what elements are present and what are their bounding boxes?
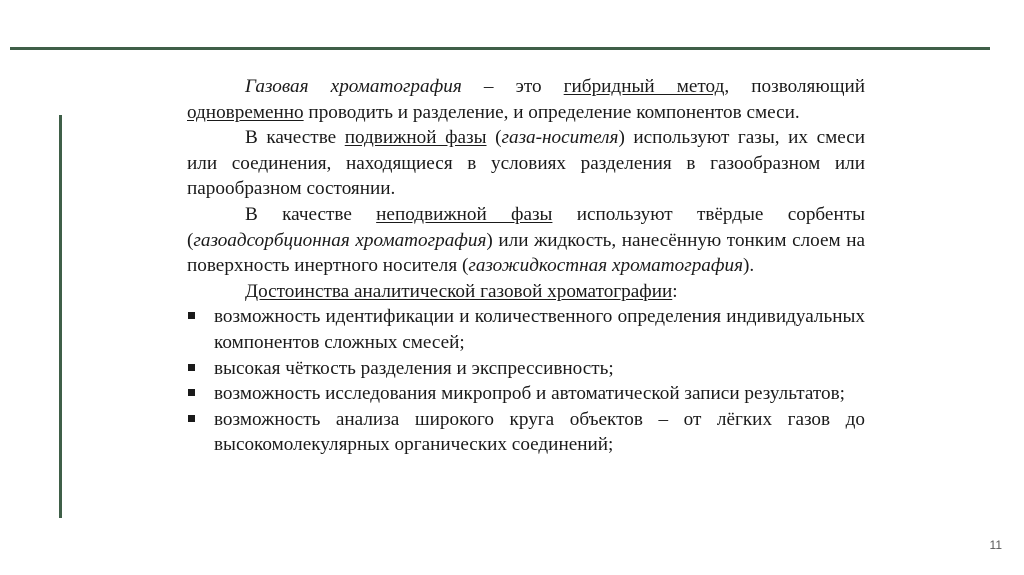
underlined-stationary-phase: неподвижной фазы — [376, 203, 553, 225]
top-divider — [10, 47, 990, 50]
slide-text — [187, 74, 865, 458]
square-bullet-icon — [188, 415, 195, 422]
list-item: возможность идентификации и количественного определения индивидуальных компонентов сложных смесей; — [187, 304, 865, 355]
square-bullet-icon — [188, 364, 195, 371]
advantages-list — [187, 304, 865, 458]
italic-gas-adsorption: газоадсорбционная хроматография — [193, 229, 487, 251]
paragraph-definition: Газовая хроматография – это гибридный метод, позволяющий одновременно проводить и разделение, и определение компонентов смеси. — [187, 76, 866, 123]
left-accent-bar — [59, 115, 62, 518]
italic-carrier-gas: газа-носителя — [501, 127, 619, 149]
underlined-mobile-phase: подвижной фазы — [344, 127, 487, 149]
underlined-hybrid-method: гибридный метод — [563, 76, 725, 97]
list-item: возможность анализа широкого круга объектов – от лёгких газов до высокомолекулярных органических соединений; — [187, 407, 865, 458]
square-bullet-icon — [188, 389, 195, 396]
paragraph-stationary-phase: В качестве неподвижной фазы используют твёрдые сорбенты (газоадсорбционная хроматография) или жидкость, нанесённую тонким слоем на поверхность инертного носителя (газожидкостная хроматография). — [187, 203, 865, 277]
advantages-heading: Достоинства аналитической газовой хроматографии: — [245, 280, 678, 302]
underlined-simultaneously: одновременно — [187, 101, 304, 123]
italic-gas-liquid: газожидкостная хроматография — [468, 255, 744, 277]
page-number: 11 — [989, 538, 1002, 552]
list-item: высокая чёткость разделения и экспрессивность; — [187, 356, 865, 382]
list-item: возможность исследования микропроб и автоматической записи результатов; — [187, 381, 865, 407]
paragraph-mobile-phase: В качестве подвижной фазы (газа-носителя) используют газы, их смеси или соединения, находящиеся в условиях разделения в газообразном или парообразном состоянии. — [187, 127, 866, 200]
term-gas-chromatography: Газовая хроматография — [245, 76, 462, 97]
square-bullet-icon — [188, 312, 195, 319]
